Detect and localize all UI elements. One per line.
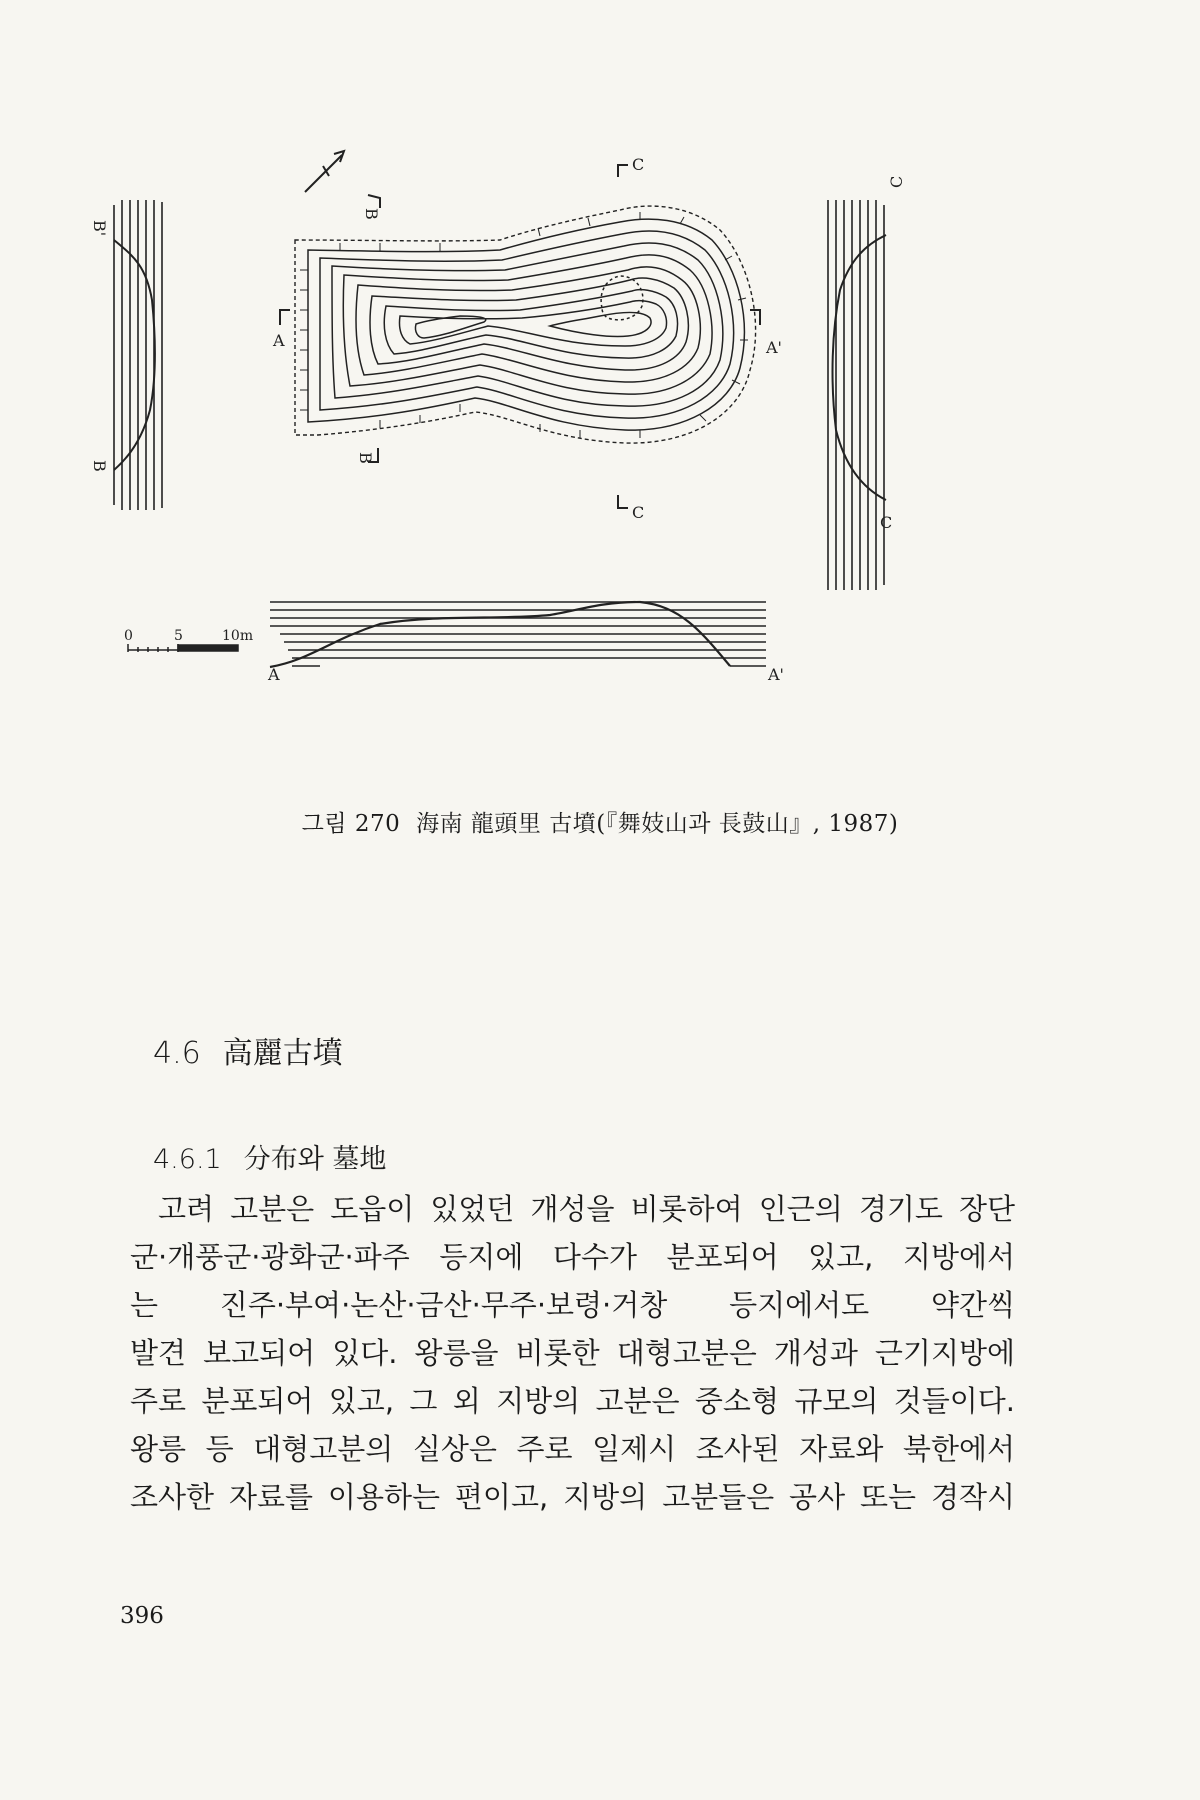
subsection-number: 4.6.1 <box>153 1144 222 1175</box>
body-line: 주로 분포되어 있고, 그 외 지방의 고분은 중소형 규모의 것들이다. <box>130 1384 1015 1418</box>
body-line: 고려 고분은 도읍이 있었던 개성을 비롯하여 인근의 경기도 장단 <box>158 1192 1015 1226</box>
label-a-left: A <box>273 331 285 350</box>
label-plan-c-bottom: C <box>632 503 645 522</box>
label-c-top: C <box>887 175 906 188</box>
scale-tick-5: 5 <box>174 628 183 644</box>
label-plan-b-top: B <box>362 208 381 220</box>
section-c-profile <box>828 200 886 590</box>
label-plan-c-top: C <box>632 155 645 174</box>
scale-bar <box>128 644 238 652</box>
body-line: 왕릉 등 대형고분의 실상은 주로 일제시 조사된 자료와 북한에서 <box>130 1432 1015 1466</box>
figure-caption <box>0 805 1200 838</box>
body-line: 군·개풍군·광화군·파주 등지에 다수가 분포되어 있고, 지방에서 <box>130 1240 1015 1274</box>
label-b-bottom: B <box>90 460 109 472</box>
scale-tick-0: 0 <box>124 628 133 644</box>
subsection-heading <box>153 1137 386 1176</box>
section-heading <box>153 1028 343 1072</box>
contour-lines <box>308 219 744 430</box>
label-plan-b-bottom: B <box>356 452 375 464</box>
label-c-bottom: C <box>880 513 893 532</box>
label-profile-a-left: A <box>268 665 280 684</box>
tomb-contour-figure <box>80 140 1060 800</box>
section-a-profile <box>270 602 766 667</box>
body-paragraph <box>130 1185 1015 1521</box>
body-line: 발견 보고되어 있다. 왕릉을 비롯한 대형고분은 개성과 근기지방에 <box>130 1336 1015 1370</box>
label-profile-a-right: A' <box>768 665 784 684</box>
body-line: 는 진주·부여·논산·금산·무주·보령·거창 등지에서도 약간씩 <box>130 1288 1015 1322</box>
caption-text: 海南 龍頭里 古墳(『舞妓山과 長鼓山』, 1987) <box>416 811 899 837</box>
scale-tick-10: 10m <box>222 628 254 644</box>
label-a-right: A' <box>766 338 782 357</box>
subsection-title: 分布와 墓地 <box>243 1144 387 1175</box>
body-line: 조사한 자료를 이용하는 편이고, 지방의 고분들은 공사 또는 경작시 <box>130 1480 1015 1514</box>
section-b-profile <box>114 200 162 510</box>
label-b-top: B' <box>90 220 109 237</box>
slope-ticks <box>300 212 748 438</box>
north-arrow-icon <box>305 151 344 192</box>
page-number: 396 <box>120 1603 164 1629</box>
section-title: 高麗古墳 <box>222 1036 343 1071</box>
caption-label: 그림 270 <box>301 811 401 837</box>
section-number: 4.6 <box>153 1036 201 1071</box>
